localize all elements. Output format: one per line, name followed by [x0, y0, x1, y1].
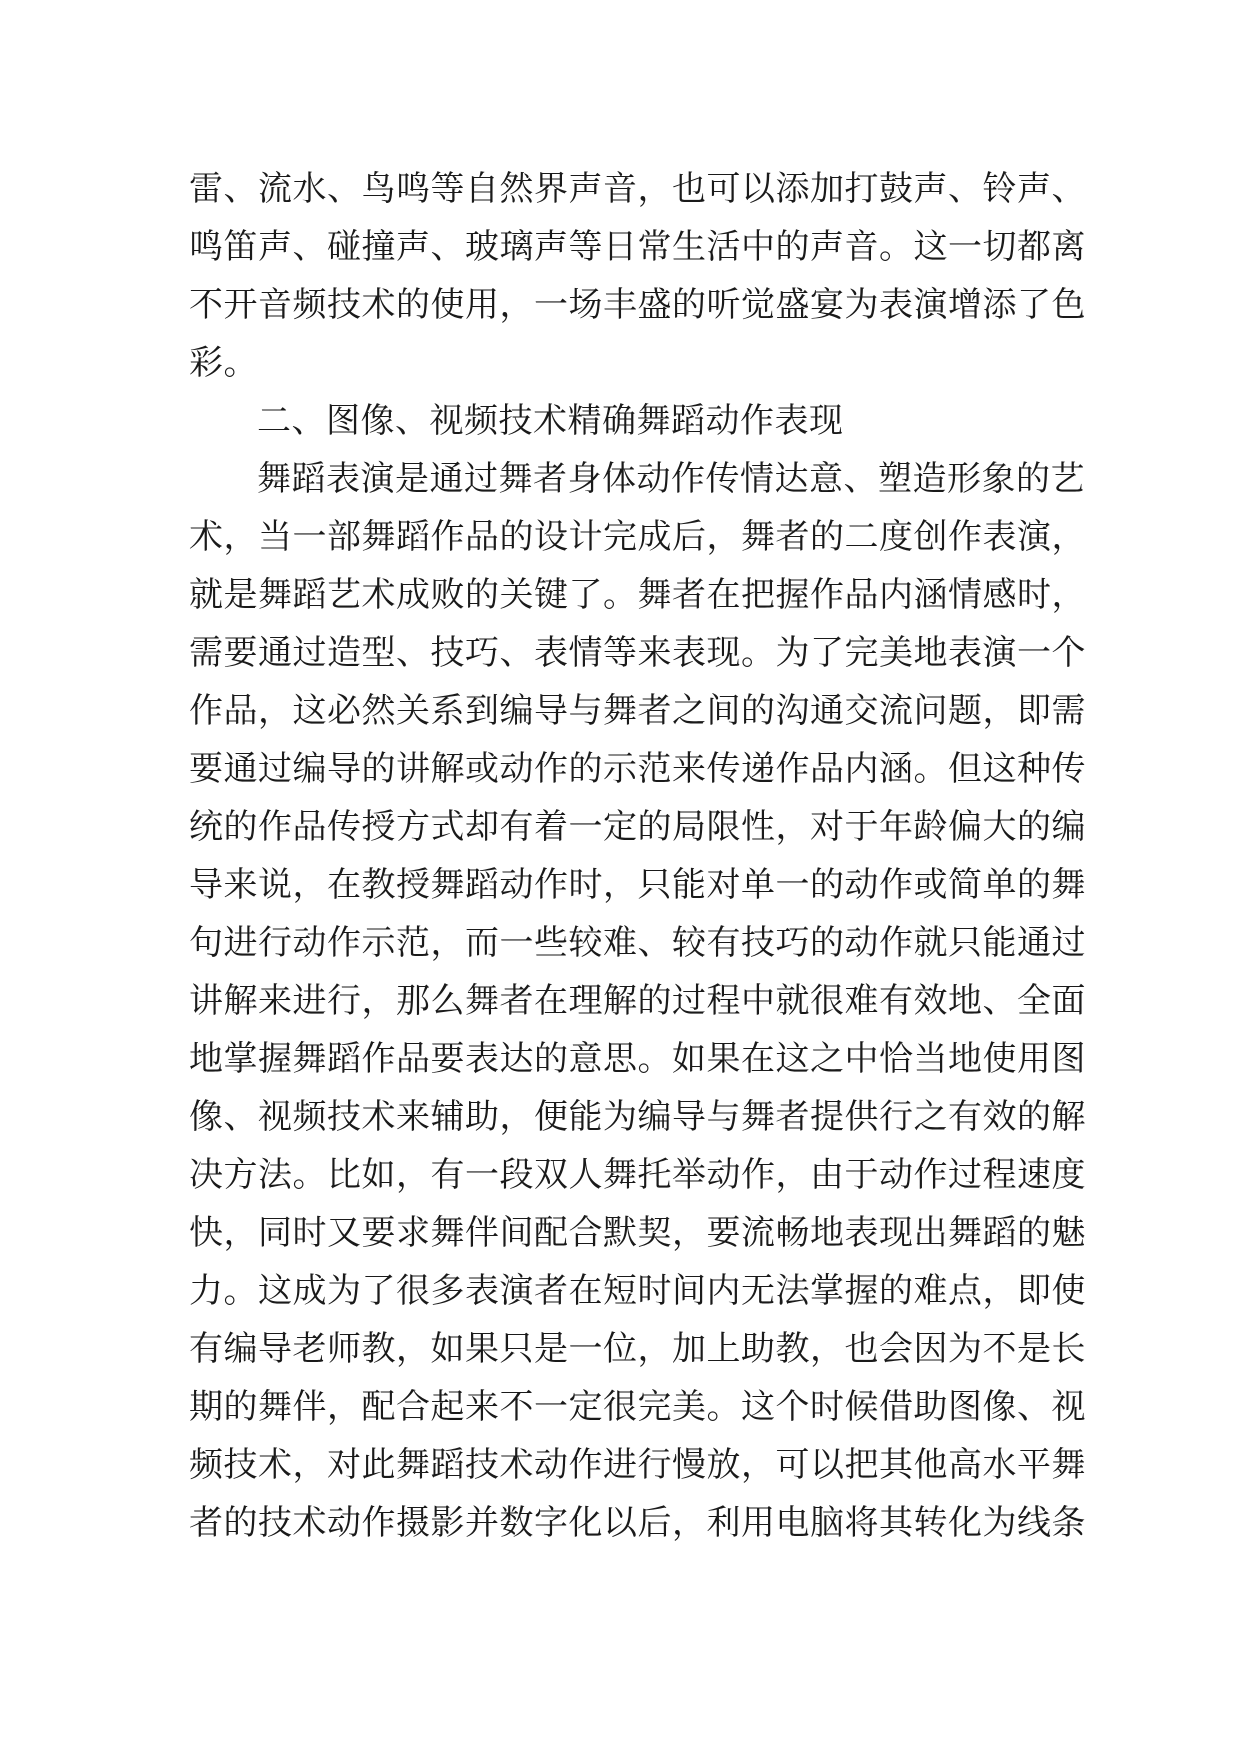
text-line: 就是舞蹈艺术成败的关键了。舞者在把握作品内涵情感时，	[189, 575, 1086, 615]
text-line: 统的作品传授方式却有着一定的局限性，对于年龄偏大的编	[189, 807, 1086, 847]
text-line: 力。这成为了很多表演者在短时间内无法掌握的难点，即使	[189, 1271, 1086, 1311]
document-body	[189, 160, 1086, 1552]
text-line: 需要通过造型、技巧、表情等来表现。为了完美地表演一个	[189, 633, 1086, 673]
text-line: 不开音频技术的使用，一场丰盛的听觉盛宴为表演增添了色	[189, 285, 1086, 325]
text-line: 地掌握舞蹈作品要表达的意思。如果在这之中恰当地使用图	[189, 1039, 1086, 1079]
text-line: 雷、流水、鸟鸣等自然界声音，也可以添加打鼓声、铃声、	[189, 169, 1086, 209]
text-line: 像、视频技术来辅助，便能为编导与舞者提供行之有效的解	[189, 1097, 1086, 1137]
text-line: 有编导老师教，如果只是一位，加上助教，也会因为不是长	[189, 1329, 1086, 1369]
paragraph-continuation	[189, 160, 1086, 392]
text-line: 要通过编导的讲解或动作的示范来传递作品内涵。但这种传	[189, 749, 1086, 789]
text-line: 作品，这必然关系到编导与舞者之间的沟通交流问题，即需	[189, 691, 1086, 731]
text-line: 彩。	[189, 343, 258, 383]
text-line: 句进行动作示范，而一些较难、较有技巧的动作就只能通过	[189, 923, 1086, 963]
text-line: 决方法。比如，有一段双人舞托举动作，由于动作过程速度	[189, 1155, 1086, 1195]
text-line: 频技术，对此舞蹈技术动作进行慢放，可以把其他高水平舞	[189, 1445, 1086, 1485]
text-line: 期的舞伴，配合起来不一定很完美。这个时候借助图像、视	[189, 1387, 1086, 1427]
text-line: 术，当一部舞蹈作品的设计完成后，舞者的二度创作表演，	[189, 517, 1086, 557]
text-line: 讲解来进行，那么舞者在理解的过程中就很难有效地、全面	[189, 981, 1086, 1021]
text-line: 鸣笛声、碰撞声、玻璃声等日常生活中的声音。这一切都离	[189, 227, 1086, 267]
text-line: 者的技术动作摄影并数字化以后，利用电脑将其转化为线条	[189, 1503, 1086, 1543]
paragraph-body	[189, 450, 1086, 1552]
text-line: 舞蹈表演是通过舞者身体动作传情达意、塑造形象的艺	[257, 459, 1085, 499]
text-line: 导来说，在教授舞蹈动作时，只能对单一的动作或简单的舞	[189, 865, 1086, 905]
section-heading: 二、图像、视频技术精确舞蹈动作表现	[257, 401, 844, 441]
text-line: 快，同时又要求舞伴间配合默契，要流畅地表现出舞蹈的魅	[189, 1213, 1086, 1253]
